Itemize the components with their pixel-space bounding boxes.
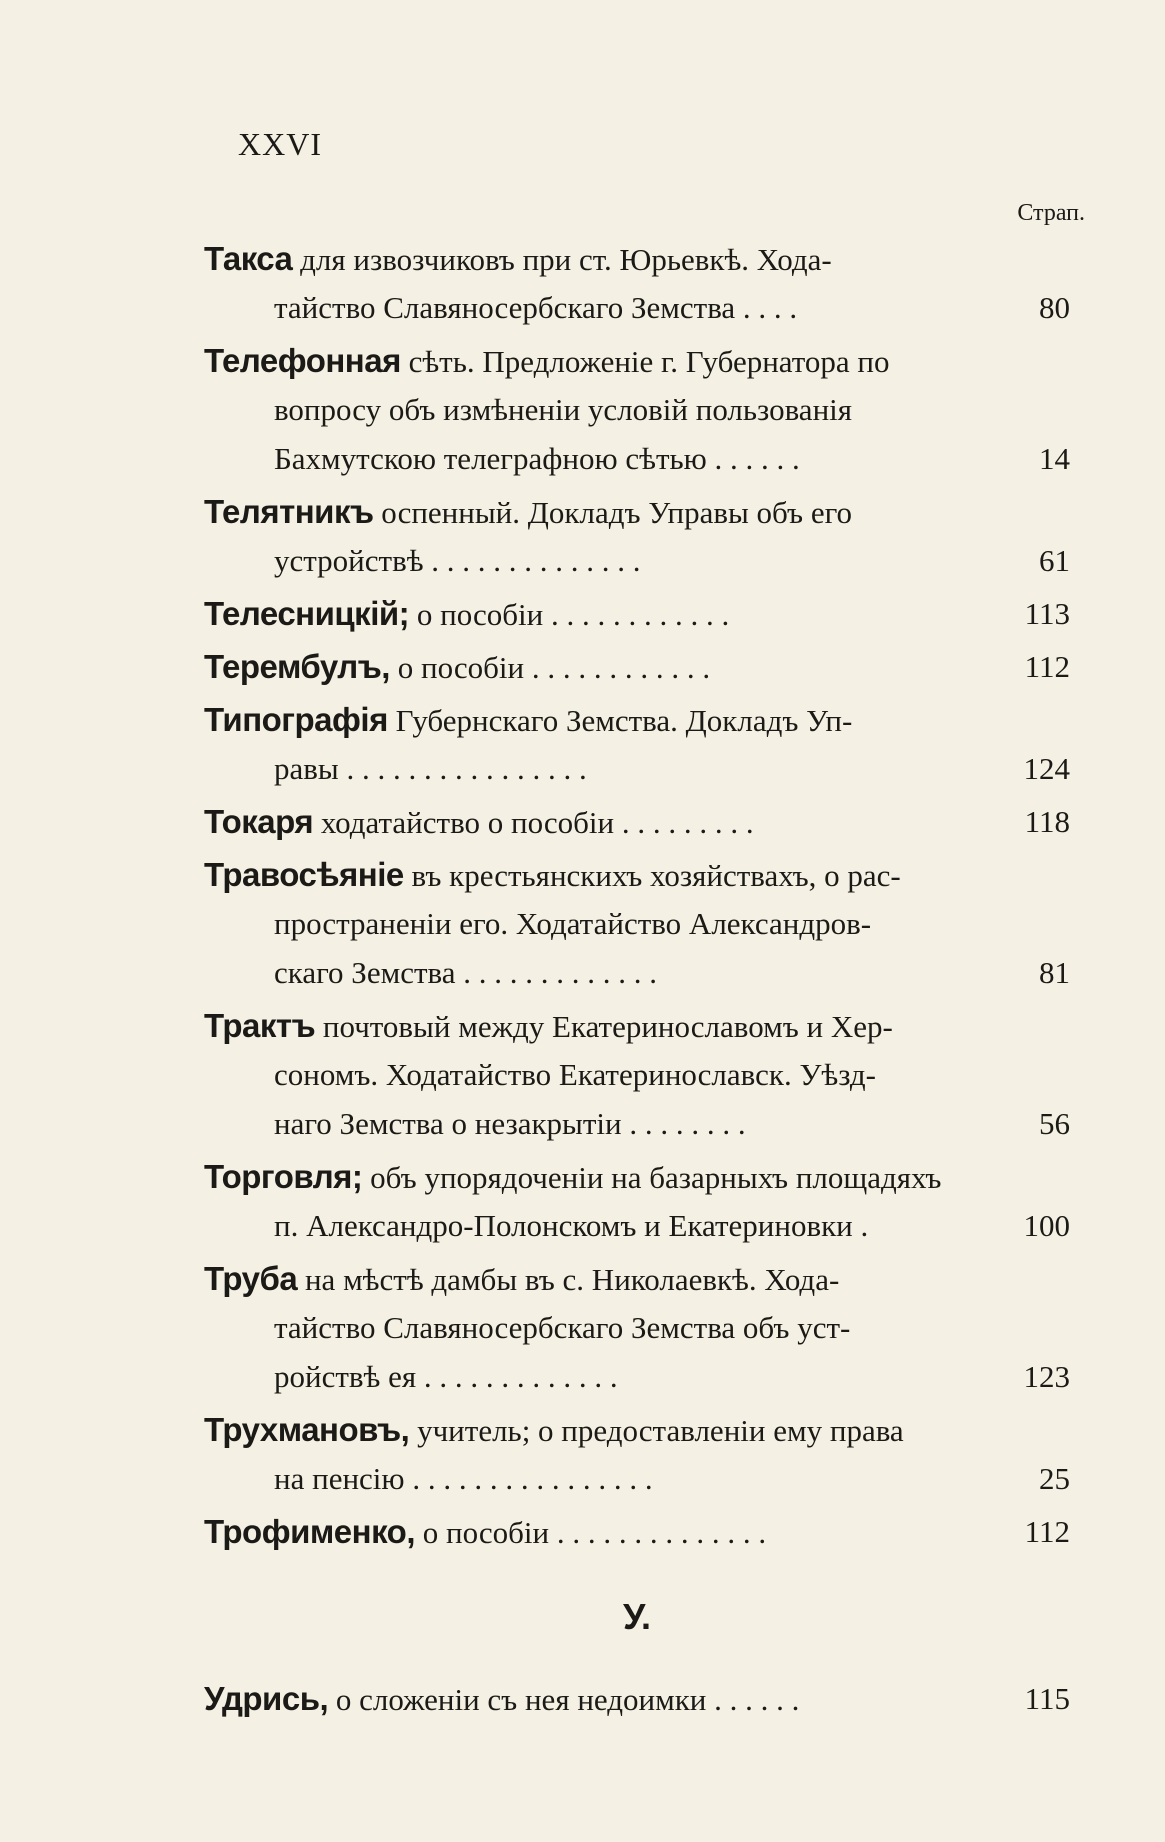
- entry-line: [204, 899, 1070, 948]
- entry-page-number: 112: [1024, 649, 1070, 684]
- entry-text: о сложеніи съ нея недоимки . . . . . .: [335, 1682, 800, 1717]
- entry-term: Токаря: [204, 803, 314, 840]
- entry-text: о пособіи . . . . . . . . . . . . . .: [422, 1515, 767, 1550]
- entry-text: въ крестьянскихъ хозяйствахъ, о рас-: [411, 858, 901, 893]
- entry-line: [204, 1254, 1070, 1303]
- entry-line: [204, 850, 1070, 899]
- entry-text: равы . . . . . . . . . . . . . . . .: [274, 751, 587, 786]
- index-entry: [204, 1674, 1070, 1723]
- entry-line: [204, 1405, 1070, 1454]
- entry-text: о пособіи . . . . . . . . . . . .: [416, 597, 730, 632]
- entry-page-number: 81: [1039, 955, 1070, 990]
- entry-text: устройствѣ . . . . . . . . . . . . . .: [274, 543, 641, 578]
- entry-page-number: 100: [1023, 1208, 1070, 1243]
- entry-term: Трофименко,: [204, 1513, 415, 1550]
- entry-text: объ упорядоченіи на базарныхъ площадяхъ: [370, 1160, 942, 1195]
- entry-line: [204, 283, 1070, 332]
- index-entry: [204, 234, 1070, 332]
- index-entry: [204, 642, 1070, 691]
- entry-line: [204, 434, 1070, 483]
- entry-text: ройствѣ ея . . . . . . . . . . . . .: [274, 1359, 618, 1394]
- entry-text: на пенсію . . . . . . . . . . . . . . . .: [274, 1461, 653, 1496]
- entry-term: Такса: [204, 240, 293, 277]
- page-number-header: XXVI: [238, 126, 322, 162]
- entry-text: наго Земства о незакрытіи . . . . . . . .: [274, 1106, 746, 1141]
- entry-line: [204, 385, 1070, 434]
- entry-line: [204, 948, 1070, 997]
- entry-page-number: 118: [1024, 804, 1070, 839]
- entry-page-number: 123: [1023, 1359, 1070, 1394]
- entry-page-number: 61: [1039, 543, 1070, 578]
- entry-page-number: 113: [1024, 596, 1070, 631]
- entry-term: Телефонная: [204, 342, 401, 379]
- entry-line: [204, 1303, 1070, 1352]
- entry-text: скаго Земства . . . . . . . . . . . . .: [274, 955, 658, 990]
- entry-text: для извозчиковъ при ст. Юрьевкѣ. Хода-: [300, 242, 832, 277]
- entry-term: Удрись,: [204, 1680, 329, 1717]
- entry-line: [204, 1454, 1070, 1503]
- entry-line: [204, 1001, 1070, 1050]
- index-entry: [204, 1001, 1070, 1148]
- entry-term: Терембулъ,: [204, 648, 390, 685]
- index-entry: [204, 1507, 1070, 1556]
- index-entry: [204, 797, 1070, 846]
- entry-term: Типографія: [204, 701, 388, 738]
- entry-page-number: 25: [1039, 1461, 1070, 1496]
- entry-text: учитель; о предоставленіи ему права: [417, 1413, 904, 1448]
- entry-line: [204, 1099, 1070, 1148]
- entry-page-number: 56: [1039, 1106, 1070, 1141]
- entry-term: Телесницкій;: [204, 595, 410, 632]
- entry-line: [204, 1352, 1070, 1401]
- index-entry: [204, 336, 1070, 483]
- index-entry: [204, 1405, 1070, 1503]
- entry-text: почтовый между Екатеринославомъ и Хер-: [322, 1009, 893, 1044]
- entry-text: вопросу объ измѣненіи условій пользованія: [274, 392, 853, 427]
- entry-term: Трухмановъ,: [204, 1411, 410, 1448]
- index-entry: [204, 1254, 1070, 1401]
- entry-line: [204, 234, 1070, 283]
- entry-line: [204, 1152, 1070, 1201]
- index-entry: [204, 695, 1070, 793]
- entry-line: [204, 695, 1070, 744]
- entry-line: [204, 1507, 1070, 1556]
- entry-line: [204, 1050, 1070, 1099]
- entry-page-number: 14: [1039, 441, 1070, 476]
- page-column-label: Страп.: [1017, 200, 1085, 226]
- entry-line: [204, 536, 1070, 585]
- index-entry: [204, 1152, 1070, 1250]
- entry-term: Трактъ: [204, 1007, 316, 1044]
- entry-text: Бахмутскою телеграфною сѣтью . . . . . .: [274, 441, 800, 476]
- entry-line: [204, 589, 1070, 638]
- entry-line: [204, 744, 1070, 793]
- index-entry: [204, 589, 1070, 638]
- entry-line: [204, 487, 1070, 536]
- section-letter: У.: [623, 1596, 651, 1637]
- index-list-t: [204, 234, 1070, 1556]
- index-entry: [204, 850, 1070, 997]
- entry-page-number: 124: [1023, 751, 1070, 786]
- entry-term: Травосѣяніе: [204, 856, 404, 893]
- entry-line: [204, 797, 1070, 846]
- entry-line: [204, 1674, 1070, 1723]
- entry-text: о пособіи . . . . . . . . . . . .: [397, 650, 711, 685]
- entry-text: сономъ. Ходатайство Екатеринославск. Уѣзд-: [274, 1057, 877, 1092]
- index-list-u: [204, 1674, 1070, 1723]
- entry-text: тайство Славяносербскаго Земства объ уст-: [274, 1310, 851, 1345]
- entry-page-number: 80: [1039, 290, 1070, 325]
- entry-term: Труба: [204, 1260, 298, 1297]
- entry-page-number: 115: [1024, 1681, 1070, 1716]
- entry-text: оспенный. Докладъ Управы объ его: [381, 495, 853, 530]
- entry-text: ходатайство о пособіи . . . . . . . . .: [320, 805, 754, 840]
- entry-text: тайство Славяносербскаго Земства . . . .: [274, 290, 798, 325]
- index-entries: [204, 234, 1070, 1727]
- entry-text: сѣть. Предложеніе г. Губернатора по: [408, 344, 890, 379]
- entry-page-number: 112: [1024, 1514, 1070, 1549]
- entry-line: [204, 336, 1070, 385]
- entry-text: Губернскаго Земства. Докладъ Уп-: [395, 703, 853, 738]
- entry-line: [204, 642, 1070, 691]
- entry-text: пространеніи его. Ходатайство Александров-: [274, 906, 872, 941]
- index-entry: [204, 487, 1070, 585]
- entry-line: [204, 1201, 1070, 1250]
- entry-text: п. Александро-Полонскомъ и Екатериновки .: [274, 1208, 869, 1243]
- entry-term: Телятникъ: [204, 493, 374, 530]
- entry-text: на мѣстѣ дамбы въ с. Николаевкѣ. Хода-: [304, 1262, 840, 1297]
- entry-term: Торговля;: [204, 1158, 363, 1195]
